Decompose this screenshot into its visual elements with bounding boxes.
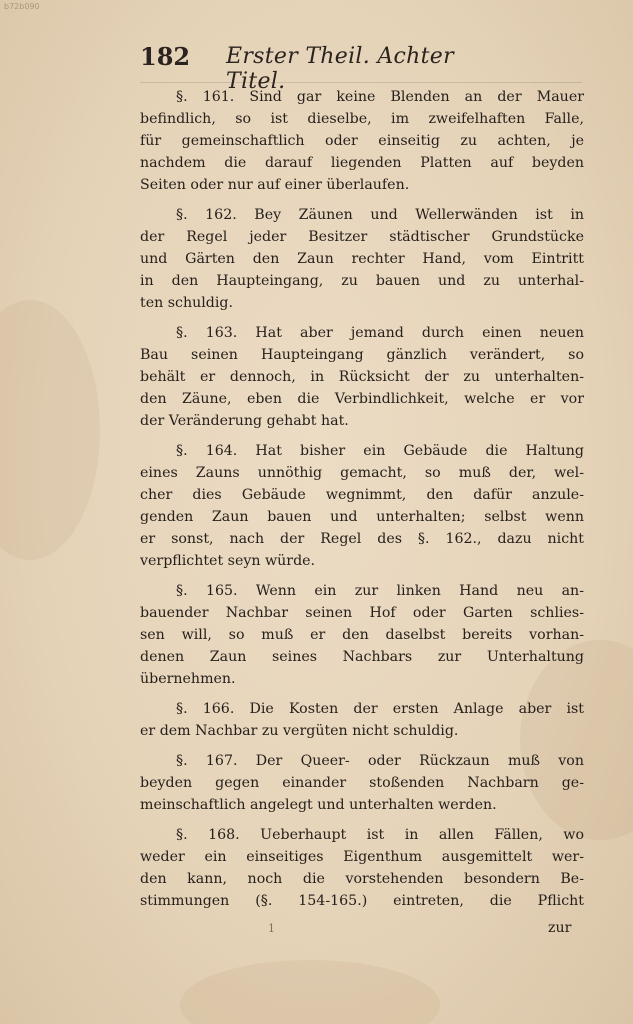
text-line: den kann, noch die vorstehenden besondern Be- <box>140 871 584 887</box>
paragraph <box>140 698 584 742</box>
body-text <box>140 86 584 920</box>
paper-stain <box>180 960 440 1024</box>
text-line: cher dies Gebäude wegnimmt, den dafür anzule- <box>140 487 584 503</box>
text-line: eines Zauns unnöthig gemacht, so muß der, wel- <box>140 465 584 481</box>
running-head <box>140 42 500 94</box>
text-line: weder ein einseitiges Eigenthum ausgemittelt wer- <box>140 849 584 865</box>
text-line: genden Zaun bauen und unterhalten; selbst wenn <box>140 509 584 525</box>
text-line: und Gärten den Zaun rechter Hand, vom Eintritt <box>140 251 584 267</box>
text-line: nachdem die darauf liegenden Platten auf beyden <box>140 155 584 171</box>
text-line: §. 161. Sind gar keine Blenden an der Mauer <box>176 89 584 105</box>
text-line: übernehmen. <box>140 671 236 687</box>
text-line: §. 164. Hat bisher ein Gebäude die Haltung <box>176 443 584 459</box>
paragraph <box>140 440 584 572</box>
text-line: Bau seinen Haupteingang gänzlich verändert, so <box>140 347 584 363</box>
text-line: behält er dennoch, in Rücksicht der zu unterhalten- <box>140 369 584 385</box>
paragraph <box>140 204 584 314</box>
text-line: beyden gegen einander stoßenden Nachbarn ge- <box>140 775 584 791</box>
text-line: sen will, so muß er den daselbst bereits vorhan- <box>140 627 584 643</box>
text-line: Seiten oder nur auf einer überlaufen. <box>140 177 410 193</box>
paragraph <box>140 86 584 196</box>
stray-mark: 1 <box>268 922 275 935</box>
text-line: der Regel jeder Besitzer städtischer Grundstücke <box>140 229 584 245</box>
text-line: §. 166. Die Kosten der ersten Anlage aber ist <box>176 701 584 717</box>
library-mark: b72b090 <box>4 2 40 11</box>
running-title: Erster Theil. Achter Titel. <box>226 44 454 94</box>
paragraph <box>140 322 584 432</box>
text-line: §. 165. Wenn ein zur linken Hand neu an- <box>176 583 584 599</box>
paragraph <box>140 750 584 816</box>
text-line: §. 168. Ueberhaupt ist in allen Fällen, wo <box>176 827 584 843</box>
text-line: den Zäune, eben die Verbindlichkeit, welche er vor <box>140 391 584 407</box>
paragraph <box>140 580 584 690</box>
text-line: er dem Nachbar zu vergüten nicht schuldig. <box>140 723 459 739</box>
text-line: §. 162. Bey Zäunen und Wellerwänden ist in <box>176 207 584 223</box>
text-line: §. 163. Hat aber jemand durch einen neuen <box>176 325 584 341</box>
text-line: ten schuldig. <box>140 295 233 311</box>
text-line: stimmungen (§. 154-165.) eintreten, die Pflicht <box>140 893 584 909</box>
text-line: verpflichtet seyn würde. <box>140 553 316 569</box>
text-line: in den Haupteingang, zu bauen und zu unterhal- <box>140 273 584 289</box>
text-line: meinschaftlich angelegt und unterhalten werden. <box>140 797 497 813</box>
text-line: bauender Nachbar seinen Hof oder Garten schlies- <box>140 605 584 621</box>
catchword: zur <box>548 920 572 936</box>
text-line: der Veränderung gehabt hat. <box>140 413 349 429</box>
text-line: befindlich, so ist dieselbe, im zweifelhaften Falle, <box>140 111 584 127</box>
text-line: §. 167. Der Queer- oder Rückzaun muß von <box>176 753 584 769</box>
text-line: denen Zaun seines Nachbars zur Unterhaltung <box>140 649 584 665</box>
page-number: 182 <box>140 42 191 71</box>
header-divider <box>140 82 582 83</box>
paper-stain <box>0 300 100 560</box>
text-line: für gemeinschaftlich oder einseitig zu achten, je <box>140 133 584 149</box>
text-line: er sonst, nach der Regel des §. 162., dazu nicht <box>140 531 584 547</box>
paragraph <box>140 824 584 912</box>
